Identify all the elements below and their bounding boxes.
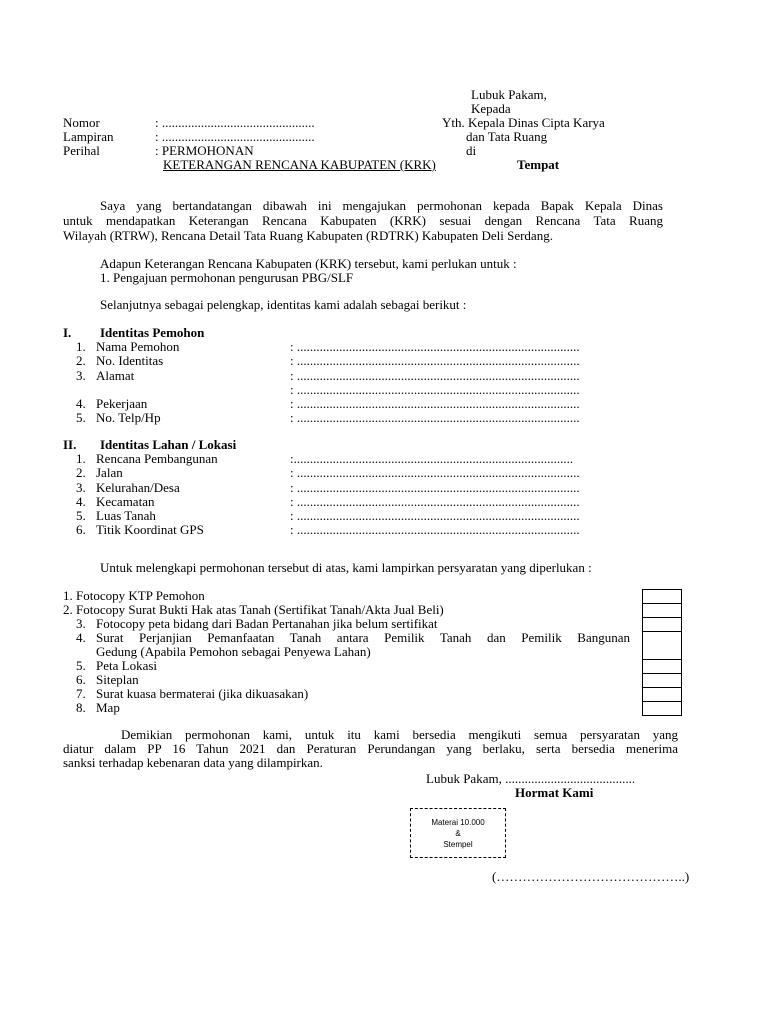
requirement-checkbox[interactable]	[642, 603, 682, 618]
section-1-item-num: 4.	[76, 396, 86, 411]
section-1-item-label: No. Identitas	[96, 353, 164, 368]
requirement-item: Map	[96, 700, 120, 715]
section-2-item-num: 4.	[76, 494, 86, 509]
requirement-item: Siteplan	[96, 672, 139, 687]
header-recipient-line2: dan Tata Ruang	[466, 129, 548, 144]
section-2-item-num: 3.	[76, 480, 86, 495]
requirement-checkbox[interactable]	[642, 617, 682, 632]
section-1-item-num: 5.	[76, 410, 86, 425]
section-2-item-label: Rencana Pembangunan	[96, 451, 218, 466]
section-2-item-value: : .......................................................................................	[290, 480, 580, 495]
paragraph-1-line-1: Saya yang bertandatangan dibawah ini mengajukan permohonan kepada Bapak Kepala Dinas	[100, 198, 663, 213]
stamp-line-3: Stempel	[443, 840, 473, 849]
header-kepada: Kepada	[471, 101, 511, 116]
paragraph-1-line-3: Wilayah (RTRW), Rencana Detail Tata Ruang Kabupaten (RDTRK) Kabupaten Deli Serdang.	[63, 228, 553, 243]
signature-line: (……………………………………..)	[492, 869, 690, 884]
section-1-item-value: : .......................................................................................	[290, 396, 580, 411]
section-1-item-label: No. Telp/Hp	[96, 410, 161, 425]
requirement-num: 3.	[76, 616, 86, 631]
section-2-item-value: :......................................................................................	[290, 451, 574, 466]
section-2-item-label: Luas Tanah	[96, 508, 156, 523]
header-tempat: Tempat	[517, 157, 560, 172]
section-2-item-num: 2.	[76, 465, 86, 480]
section-2-item-label: Titik Koordinat GPS	[96, 522, 204, 537]
requirement-item: 2. Fotocopy Surat Bukti Hak atas Tanah (Sertifikat Tanah/Akta Jual Beli)	[63, 602, 444, 617]
section-2-item-value: : .......................................................................................	[290, 465, 580, 480]
closing-line-3: sanksi terhadap kebenaran data yang dilampirkan.	[63, 755, 323, 770]
requirement-num: 7.	[76, 686, 86, 701]
paragraph-2: Adapun Keterangan Rencana Kabupaten (KRK) tersebut, kami perlukan untuk :	[100, 256, 517, 271]
header-place-date: Lubuk Pakam,	[471, 87, 547, 102]
requirement-checkbox[interactable]	[642, 673, 682, 688]
requirement-num: 5.	[76, 658, 86, 673]
section-2-item-value: : .......................................................................................	[290, 494, 580, 509]
perihal-subject: KETERANGAN RENCANA KABUPATEN (KRK)	[163, 157, 436, 172]
section-2-item-label: Kelurahan/Desa	[96, 480, 180, 495]
requirement-item: Fotocopy peta bidang dari Badan Pertanahan jika belum sertifikat	[96, 616, 438, 631]
closing-line-1: Demikian permohonan kami, untuk itu kami bersedia mengikuti semua persyaratan yang	[121, 727, 678, 742]
requirement-item: Surat Perjanjian Pemanfaatan Tanah antara Pemilik Tanah dan Pemilik Bangunan	[96, 630, 630, 645]
section-1-title: Identitas Pemohon	[100, 325, 205, 340]
paragraph-2-item: 1. Pengajuan permohonan pengurusan PBG/SLF	[100, 270, 354, 285]
header-di: di	[466, 143, 477, 158]
closing-hormat: Hormat Kami	[515, 785, 594, 800]
perihal-value: : PERMOHONAN	[155, 143, 254, 158]
requirement-checkbox[interactable]	[642, 589, 682, 604]
section-2-item-value: : .......................................................................................	[290, 522, 580, 537]
section-1-item-label: Pekerjaan	[96, 396, 148, 411]
requirement-num: 4.	[76, 630, 86, 645]
section-2-item-value: : .......................................................................................	[290, 508, 580, 523]
requirements-intro: Untuk melengkapi permohonan tersebut di atas, kami lampirkan persyaratan yang diperlukan :	[100, 560, 592, 575]
requirement-num: 6.	[76, 672, 86, 687]
section-1-item-num: 2.	[76, 353, 86, 368]
stamp-line-2: &	[455, 829, 461, 838]
lampiran-value: : ...............................................	[155, 129, 315, 144]
section-1-item-num: 1.	[76, 339, 86, 354]
requirement-checkbox[interactable]	[642, 659, 682, 674]
section-1-item-label: Alamat	[96, 368, 135, 383]
requirement-item-continued: Gedung (Apabila Pemohon sebagai Penyewa Lahan)	[96, 644, 371, 659]
closing-line-2: diatur dalam PP 16 Tahun 2021 dan Peraturan Perundangan yang berlaku, serta bersedia menerima	[63, 741, 678, 756]
stamp-line-1: Materai 10.000	[431, 818, 485, 827]
closing-place-date: Lubuk Pakam, ........................................	[426, 771, 636, 786]
nomor-label: Nomor	[63, 115, 100, 130]
section-2-item-label: Kecamatan	[96, 494, 155, 509]
section-1-item-value: : .......................................................................................	[290, 368, 580, 383]
nomor-value: : ...............................................	[155, 115, 315, 130]
section-1-item-label: Nama Pemohon	[96, 339, 180, 354]
section-1-item-value: : .......................................................................................	[290, 410, 580, 425]
requirement-checkbox[interactable]	[642, 701, 682, 716]
requirement-checkbox[interactable]	[642, 631, 682, 660]
header-recipient: Yth. Kepala Dinas Cipta Karya	[442, 115, 605, 130]
stamp-box	[410, 808, 506, 858]
section-1-item-value: : .......................................................................................	[290, 339, 580, 354]
section-1-item-value: : .......................................................................................	[290, 353, 580, 368]
section-1-item-num: 3.	[76, 368, 86, 383]
requirement-item: Peta Lokasi	[96, 658, 158, 673]
section-1-item-value: : .......................................................................................	[290, 382, 580, 397]
section-1-roman: I.	[63, 325, 72, 340]
section-2-roman: II.	[63, 437, 77, 452]
perihal-label: Perihal	[63, 143, 100, 158]
section-2-title: Identitas Lahan / Lokasi	[100, 437, 237, 452]
requirement-num: 8.	[76, 700, 86, 715]
requirement-item: 1. Fotocopy KTP Pemohon	[63, 588, 205, 603]
section-2-item-num: 5.	[76, 508, 86, 523]
section-2-item-num: 6.	[76, 522, 86, 537]
paragraph-1-line-2: untuk mendapatkan Keterangan Rencana Kabupaten (KRK) sesuai dengan Rencana Tata Ruang	[63, 213, 663, 228]
paragraph-3: Selanjutnya sebagai pelengkap, identitas kami adalah sebagai berikut :	[100, 297, 467, 312]
requirement-item: Surat kuasa bermaterai (jika dikuasakan)	[96, 686, 309, 701]
requirement-checkbox[interactable]	[642, 687, 682, 702]
lampiran-label: Lampiran	[63, 129, 114, 144]
section-2-item-label: Jalan	[96, 465, 123, 480]
section-2-item-num: 1.	[76, 451, 86, 466]
